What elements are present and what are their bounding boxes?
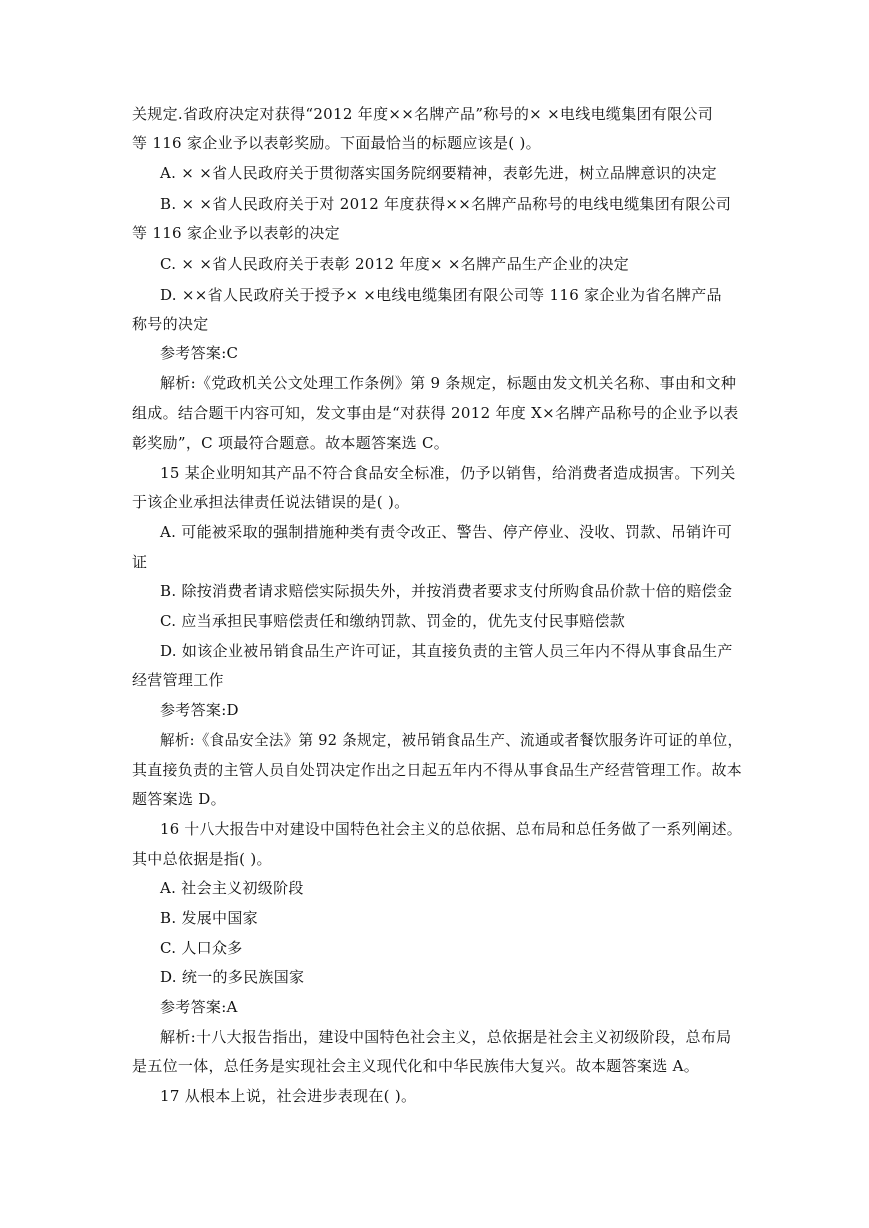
text-line: 经营管理工作 xyxy=(132,671,224,689)
text-line: 题答案选 D。 xyxy=(132,790,226,808)
option-a: A. 社会主义初级阶段 xyxy=(160,879,304,897)
option-a: A. × ×省人民政府关于贯彻落实国务院纲要精神，表彰先进，树立品牌意识的决定 xyxy=(160,164,717,182)
question-17: 17 从根本上说，社会进步表现在( )。 xyxy=(160,1087,417,1105)
reference-answer: 参考答案:C xyxy=(160,344,239,362)
reference-answer: 参考答案:D xyxy=(160,701,239,719)
text-line: 组成。结合题干内容可知，发文事由是“对获得 2012 年度 X×名牌产品称号的企业予以表 xyxy=(132,404,739,422)
explanation: 解析:《党政机关公文处理工作条例》第 9 条规定，标题由发文机关名称、事由和文种 xyxy=(160,374,737,392)
question-16: 16 十八大报告中对建设中国特色社会主义的总依据、总布局和总任务做了一系列阐述。 xyxy=(160,820,742,838)
option-b: B. 发展中国家 xyxy=(160,909,258,927)
text-line: 关规定.省政府决定对获得“2012 年度××名牌产品”称号的× ×电线电缆集团有限公司 xyxy=(132,105,713,123)
question-15: 15 某企业明知其产品不符合食品安全标准，仍予以销售，给消费者造成损害。下列关 xyxy=(160,464,736,482)
text-line: 其中总依据是指( )。 xyxy=(132,850,272,868)
option-c: C. × ×省人民政府关于表彰 2012 年度× ×名牌产品生产企业的决定 xyxy=(160,255,630,273)
option-d: D. 统一的多民族国家 xyxy=(160,968,305,986)
text-line: 彰奖励”，C 项最符合题意。故本题答案选 C。 xyxy=(132,434,450,452)
text-line: 称号的决定 xyxy=(132,315,209,333)
text-line: 于该企业承担法律责任说法错误的是( )。 xyxy=(132,493,410,511)
option-c: C. 应当承担民事赔偿责任和缴纳罚款、罚金的，优先支付民事赔偿款 xyxy=(160,612,626,630)
option-b: B. 除按消费者请求赔偿实际损失外，并按消费者要求支付所购食品价款十倍的赔偿金 xyxy=(160,582,733,600)
option-a: A. 可能被采取的强制措施种类有责令改正、警告、停产停业、没收、罚款、吊销许可 xyxy=(160,523,733,541)
text-line: 证 xyxy=(132,553,148,571)
text-line: 其直接负责的主管人员自处罚决定作出之日起五年内不得从事食品生产经营管理工作。故本 xyxy=(132,761,743,779)
option-b: B. × ×省人民政府关于对 2012 年度获得××名牌产品称号的电线电缆集团有限公司 xyxy=(160,195,732,213)
text-line: 等 116 家企业予以表彰的决定 xyxy=(132,224,340,242)
reference-answer: 参考答案:A xyxy=(160,998,238,1016)
option-d: D. 如该企业被吊销食品生产许可证，其直接负责的主管人员三年内不得从事食品生产 xyxy=(160,642,733,660)
option-d: D. ××省人民政府关于授予× ×电线电缆集团有限公司等 116 家企业为省名牌产品 xyxy=(160,286,722,304)
explanation: 解析:十八大报告指出，建设中国特色社会主义，总依据是社会主义初级阶段，总布局 xyxy=(160,1028,732,1046)
text-line: 是五位一体，总任务是实现社会主义现代化和中华民族伟大复兴。故本题答案选 A。 xyxy=(132,1057,700,1075)
option-c: C. 人口众多 xyxy=(160,939,243,957)
text-line: 等 116 家企业予以表彰奖励。下面最恰当的标题应该是( )。 xyxy=(132,134,541,152)
explanation: 解析:《食品安全法》第 92 条规定，被吊销食品生产、流通或者餐饮服务许可证的单位， xyxy=(160,731,743,749)
